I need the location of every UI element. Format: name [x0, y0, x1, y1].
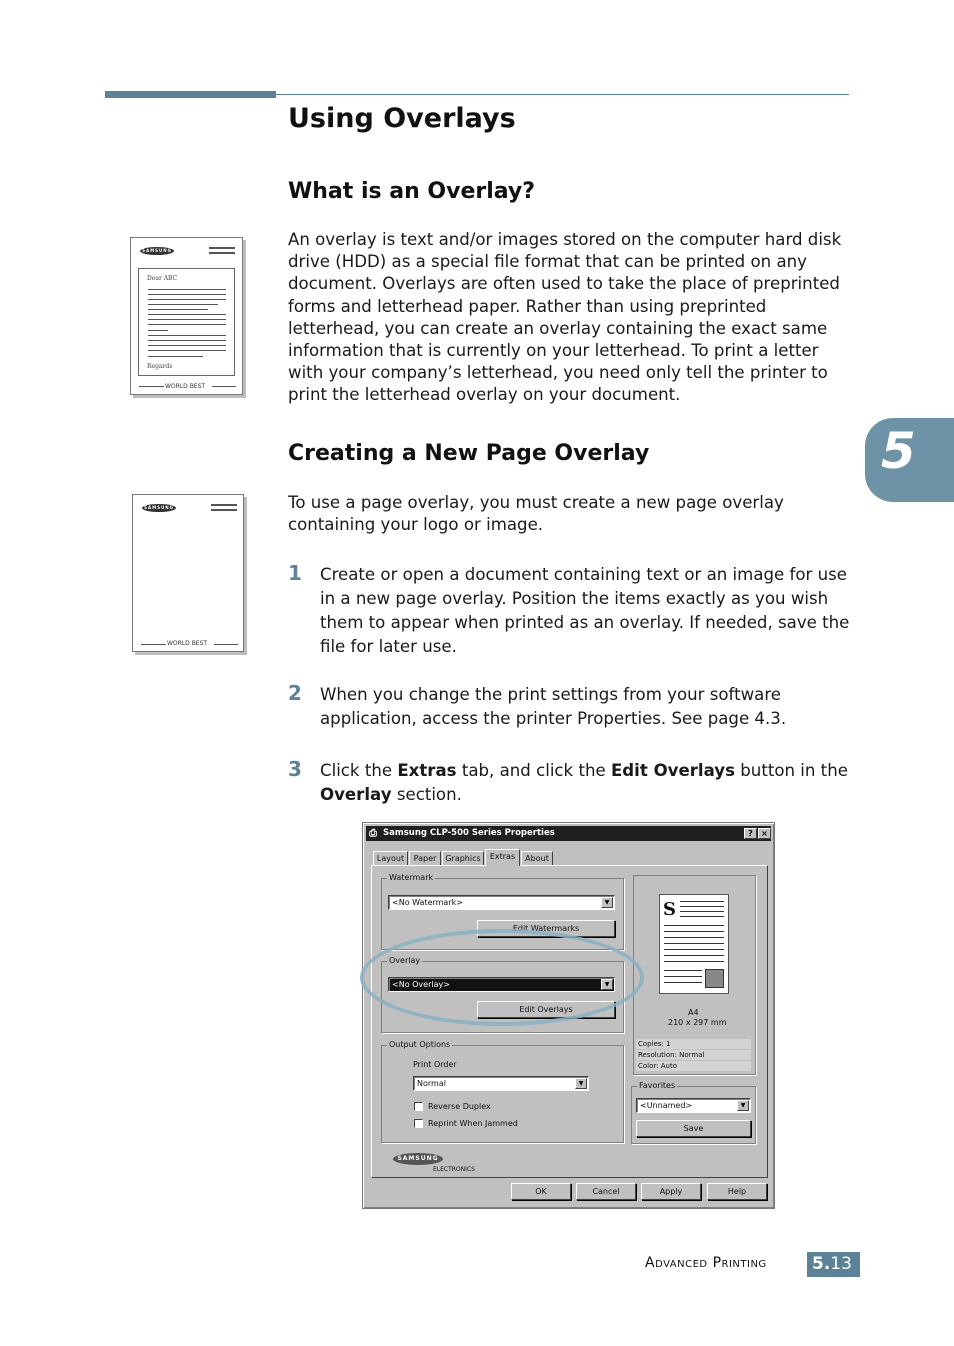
- reprint-jammed-checkbox[interactable]: [414, 1119, 423, 1128]
- dialog-titlebar: [366, 826, 771, 841]
- creating-intro: To use a page overlay, you must create a new page overlay containing your logo or image.: [288, 493, 784, 535]
- edit-watermarks-button[interactable]: Edit Watermarks: [477, 920, 615, 937]
- letter-thumbnail: SAMSUNG Dear ABC Regards WORLD BEST: [130, 237, 243, 395]
- copies-info: Copies: 1: [636, 1039, 751, 1049]
- reverse-duplex-checkbox[interactable]: [414, 1102, 423, 1111]
- print-order-select[interactable]: Normal ▼: [413, 1076, 589, 1091]
- help-title-button[interactable]: ?: [744, 828, 757, 839]
- close-icon[interactable]: ×: [758, 828, 771, 839]
- extras-term: Extras: [397, 761, 457, 780]
- step-2-number: 2: [288, 681, 302, 705]
- header-rule-thick: [105, 91, 276, 98]
- tab-graphics[interactable]: Graphics: [442, 851, 484, 865]
- tab-layout[interactable]: Layout: [373, 851, 408, 865]
- apply-button[interactable]: Apply: [641, 1183, 701, 1200]
- reverse-duplex-label: Reverse Duplex: [428, 1102, 491, 1111]
- overlay-select[interactable]: <No Overlay> ▼: [388, 977, 615, 992]
- output-options-group: Output Options: [381, 1045, 624, 1143]
- overlay-term: Overlay: [320, 785, 392, 804]
- section-title: Using Overlays: [288, 103, 516, 134]
- save-favorites-button[interactable]: Save: [636, 1120, 751, 1137]
- tab-paper[interactable]: Paper: [409, 851, 441, 865]
- chevron-down-icon[interactable]: ▼: [601, 979, 613, 990]
- favorites-group: Favorites: [631, 1086, 756, 1144]
- paper-tray-icon: [705, 969, 724, 988]
- samsung-logo-icon: SAMSUNG: [142, 504, 176, 512]
- print-order-label: Print Order: [413, 1060, 457, 1069]
- page-number: 5.13: [807, 1252, 860, 1277]
- edit-overlays-term: Edit Overlays: [610, 761, 735, 780]
- samsung-logo-icon: SAMSUNG: [140, 247, 174, 255]
- step-3-number: 3: [288, 757, 302, 781]
- tab-extras[interactable]: Extras: [485, 849, 520, 866]
- step-1-text: Create or open a document containing text or an image for use in a new page overlay. Position the items exactly as you wish them to appear when printed as an overlay. If needed, save the file for later use.: [320, 565, 850, 656]
- step-1-number: 1: [288, 561, 302, 585]
- reprint-jammed-label: Reprint When Jammed: [428, 1119, 518, 1128]
- paper-size-dims: 210 x 297 mm: [668, 1018, 727, 1027]
- edit-overlays-button[interactable]: Edit Overlays: [477, 1001, 615, 1018]
- chevron-down-icon[interactable]: ▼: [737, 1100, 749, 1111]
- step-3-text: Click the Extras tab, and click the Edit Overlays button in the Overlay section.: [320, 761, 848, 804]
- chapter-tab: 5: [865, 418, 954, 502]
- preview-page: S: [659, 894, 729, 994]
- ok-button[interactable]: OK: [511, 1183, 571, 1200]
- watermark-select[interactable]: <No Watermark> ▼: [388, 895, 615, 910]
- footer-section-label: Advanced Printing: [645, 1255, 767, 1271]
- header-rule-thin: [276, 94, 849, 95]
- overlay-group: Overlay: [381, 961, 624, 1033]
- overlay-thumbnail: SAMSUNG WORLD BEST: [132, 494, 244, 652]
- overlay-highlight-ellipse: [360, 929, 644, 1026]
- help-button[interactable]: Help: [707, 1183, 767, 1200]
- resolution-info: Resolution: Normal: [636, 1050, 751, 1060]
- step-2-text: When you change the print settings from your software application, access the printer Properties. See page 4.3.: [320, 685, 787, 728]
- tab-about[interactable]: About: [521, 851, 553, 865]
- what-is-body: An overlay is text and/or images stored on the computer hard disk drive (HDD) as a special file format that can be printed on any document. Overlays are often used to take the place of preprinted forms and letterhead paper. Rather than using preprinted letterhead, you can create an overlay containing the exact same information that is currently on your letterhead. To print a letter with your company’s letterhead, you need only tell the printer to print the letterhead overlay on your document.: [288, 230, 842, 405]
- creating-heading: Creating a New Page Overlay: [288, 441, 650, 466]
- electronics-text: ELECTRONICS: [433, 1166, 475, 1173]
- chevron-down-icon[interactable]: ▼: [575, 1078, 587, 1089]
- dialog-title: Samsung CLP-500 Series Properties: [383, 828, 555, 838]
- chevron-down-icon[interactable]: ▼: [601, 897, 613, 908]
- favorites-select[interactable]: <Unnamed> ▼: [636, 1098, 751, 1113]
- letter-body-box: Dear ABC Regards: [138, 268, 235, 376]
- watermark-group: Watermark: [381, 878, 624, 950]
- paper-size-name: A4: [688, 1008, 699, 1017]
- printer-icon: ⎙: [369, 828, 377, 839]
- cancel-button[interactable]: Cancel: [576, 1183, 636, 1200]
- color-info: Color: Auto: [636, 1061, 751, 1071]
- samsung-logo-icon: SAMSUNG: [393, 1153, 443, 1165]
- what-is-heading: What is an Overlay?: [288, 179, 536, 204]
